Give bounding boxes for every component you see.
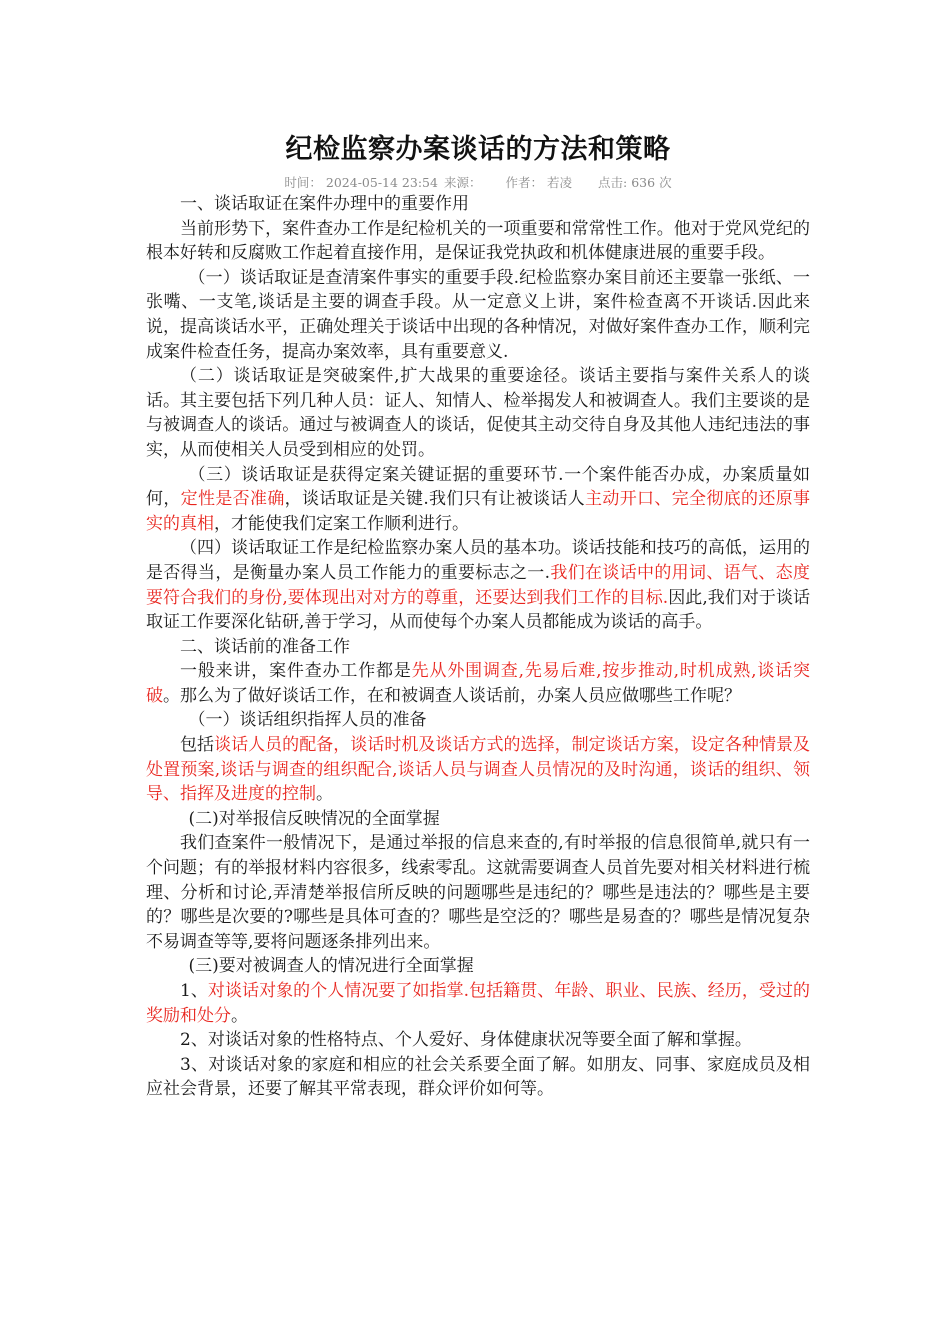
paragraph-p12 <box>146 831 810 954</box>
paragraph-p8 <box>146 659 810 708</box>
meta-time-value: 2024-05-14 23:54 <box>325 175 438 190</box>
body-text: (二)对举报信反映情况的全面掌握 <box>188 808 440 829</box>
meta-clicks <box>596 175 674 190</box>
meta-time-label: 时间： <box>284 175 322 190</box>
body-text: （一）谈话取证是查清案件事实的重要手段.纪检监察办案目前还主要靠一张纸、一张嘴、一支笔,谈话是主要的调查手段。从一定意义上讲，案件检查离不开谈话.因此来说，提高谈话水平，正确处理关于谈话中出现的各种情况，对做好案件查办工作，顺利完成案件检查任务，提高办案效率，具有重要意义. <box>146 267 810 362</box>
body-text: 我们查案件一般情况下，是通过举报的信息来查的,有时举报的信息很简单,就只有一个问题；有的举报材料内容很多，线索零乱。这就需要调查人员首先要对相关材料进行梳理、分析和讨论,弄清楚举报信所反映的问题哪些是违纪的？哪些是违法的？哪些是主要的？哪些是次要的?哪些是具体可查的？哪些是空泛的？哪些是易查的？哪些是情况复杂不易调查等等,要将问题逐条排列出来。 <box>146 833 810 952</box>
body-text: 一般来讲，案件查办工作都是 <box>180 661 412 682</box>
body-text: 因此,我们对于谈话取证工作要深化钻研,善于学习，从而使每个办案人员都能成为谈话的高手。 <box>146 587 810 633</box>
body-text: 。 <box>316 784 333 805</box>
paragraph-p5 <box>146 463 810 537</box>
paragraph-p16 <box>146 1053 810 1102</box>
body-text: 二、谈话前的准备工作 <box>180 636 350 657</box>
highlighted-text: 谈话人员的配备，谈话时机及谈话方式的选择，制定谈话方案，设定各种情景及处置预案,谈话与调查的组织配合,谈话人员与调查人员情况的及时沟通，谈话的组织、领导、指挥及进度的控制 <box>146 735 811 805</box>
body-text: 包括 <box>180 735 215 756</box>
meta-time <box>282 175 440 190</box>
document-title: 纪检监察办案谈话的方法和策略 <box>285 134 671 165</box>
paragraph-p2 <box>146 217 810 266</box>
body-text: （四）谈话取证工作是纪检监察办案人员的基本功。谈话技能和技巧的高低，运用的是否得当，是衡量办案人员工作能力的重要标志之一. <box>146 538 810 583</box>
body-text: 当前形势下，案件查办工作是纪检机关的一项重要和常常性工作。他对于党风党纪的根本好转和反腐败工作起着直接作用，是保证我党执政和机体健康进展的重要手段。 <box>146 218 810 264</box>
meta-author <box>503 175 574 190</box>
paragraph-p15 <box>146 1028 810 1053</box>
meta-clicks-label: 点击: <box>598 175 628 190</box>
paragraph-p3 <box>146 266 810 364</box>
body-text: (三)要对被调查人的情况进行全面掌握 <box>188 956 474 977</box>
body-text: 一、谈话取证在案件办理中的重要作用 <box>180 194 469 214</box>
body-text: 。那么为了做好谈话工作，在和被调查人谈话前，办案人员应做哪些工作呢？ <box>163 685 741 706</box>
body-text: （一）谈话组织指挥人员的准备 <box>188 710 427 731</box>
paragraph-p9 <box>146 708 810 733</box>
paragraph-p14 <box>146 979 810 1028</box>
paragraph-p13 <box>146 954 810 979</box>
paragraph-p10 <box>146 733 810 807</box>
body-text: ，谈话取证是关键.我们只有让被谈话人 <box>284 489 586 510</box>
highlighted-text: 我们在谈话中的用词、语气、态度要符合我们的身份,要体现出对对方的尊重，还要达到我们工作的目标. <box>146 562 811 608</box>
meta-clicks-unit: 次 <box>659 175 672 190</box>
paragraph-p11 <box>146 807 810 832</box>
paragraph-p1 <box>146 192 810 217</box>
meta-clicks-value: 636 <box>631 175 656 190</box>
paragraph-p7 <box>146 635 810 660</box>
paragraph-p4 <box>146 364 810 462</box>
highlighted-text: 定性是否准确 <box>180 489 285 510</box>
highlighted-text: 主动开口、完全彻底的还原事实的真相 <box>146 489 811 534</box>
meta-author-value: 若凌 <box>547 175 573 190</box>
body-text: （二）谈话取证是突破案件,扩大战果的重要途径。谈话主要指与案件关系人的谈话。其主要包括下列几种人员：证人、知情人、检举揭发人和被调查人。我们主要谈的是与被调查人的谈话。通过与被调查人的谈话，促使其主动交待自身及其他人违纪违法的事实，从而使相关人员受到相应的处罚。 <box>146 366 810 460</box>
body-text: 2、对谈话对象的性格特点、个人爱好、身体健康状况等要全面了解和掌握。 <box>180 1030 752 1051</box>
body-text: ，才能使我们定案工作顺利进行。 <box>214 513 469 534</box>
body-text: 1、 <box>180 981 208 1001</box>
body-text: 3、对谈话对象的家庭和相应的社会关系要全面了解。如朋友、同事、家庭成员及相应社会背景，还要了解其平常表现，群众评价如何等。 <box>146 1054 810 1100</box>
highlighted-text: 对谈话对象的个人情况要了如指掌.包括籍贯、年龄、职业、民族、经历，受过的奖励和处分 <box>146 981 810 1026</box>
meta-source: 来源： <box>443 175 482 190</box>
article-meta <box>146 174 810 192</box>
meta-author-label: 作者： <box>505 175 543 190</box>
paragraph-p6 <box>146 536 810 634</box>
highlighted-text: 先从外围调查,先易后难,按步推动,时机成熟,谈话突破 <box>146 661 810 706</box>
body-text: （三）谈话取证是获得定案关键证据的重要环节.一个案件能否办成，办案质量如何， <box>146 464 810 510</box>
body-text: 。 <box>231 1005 248 1026</box>
document-page <box>146 128 810 1102</box>
document-body <box>146 192 810 1102</box>
